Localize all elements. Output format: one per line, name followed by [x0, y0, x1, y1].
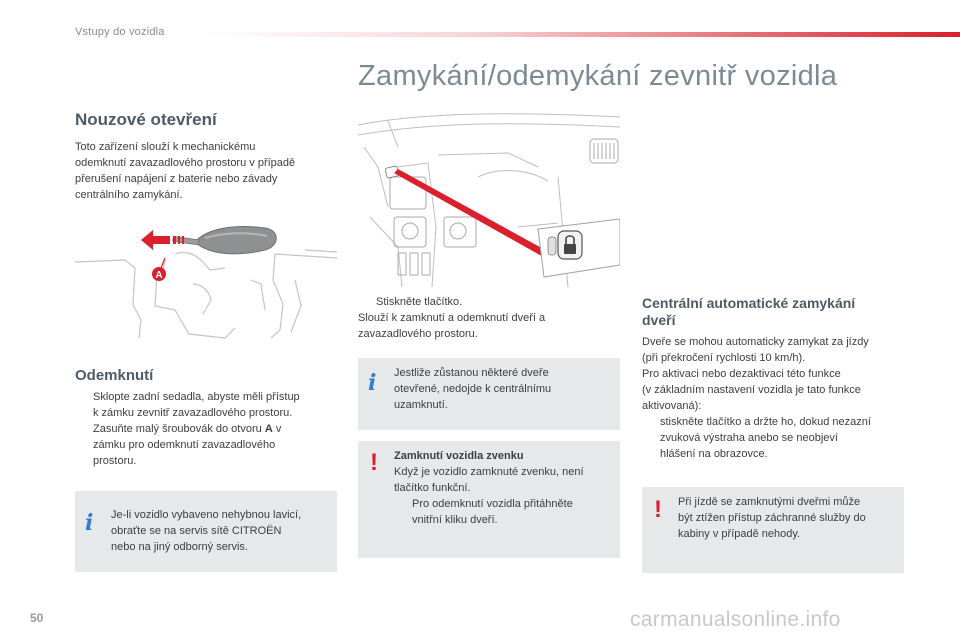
step-line: Pro odemknutí vozidla přitáhněte [412, 498, 573, 510]
info-line: obraťte se na servis sítě CITROËN [111, 525, 282, 537]
unlock-step [75, 421, 340, 469]
info-icon: i [85, 510, 94, 536]
info-box-left [75, 491, 337, 572]
warning-line: kabiny v případě nehody. [678, 528, 801, 540]
warning-line: tlačítko funkční. [394, 482, 471, 494]
section-tag: Vstupy do vozidla [75, 26, 165, 38]
emergency-intro [75, 139, 337, 203]
page-number: 50 [30, 611, 44, 625]
intro-line: přerušení napájení z baterie nebo závady [75, 173, 278, 185]
unlock-steps [75, 389, 340, 469]
central-heading-line: Centrální automatické zamykání [642, 295, 856, 311]
header-rule [205, 32, 960, 37]
unlock-heading: Odemknutí [75, 367, 154, 384]
info-box-text [111, 507, 336, 555]
intro-line: centrálního zamykání. [75, 189, 183, 201]
central-line: (v základním nastavení vozidla je tato funkce [642, 384, 861, 396]
warning-box-text [394, 448, 619, 528]
central-line: Pro aktivaci nebo dezaktivaci této funkce [642, 368, 841, 380]
central-heading-line: dveří [642, 312, 676, 328]
dashboard-illustration [358, 107, 620, 287]
warning-line: Při jízdě se zamknutými dveřmi může [678, 496, 861, 508]
central-line: aktivovaná): [642, 400, 702, 412]
info-line: Je-li vozidlo vybaveno nehybnou lavicí, [111, 509, 302, 521]
step-line: prostoru. [93, 455, 137, 467]
info-line: nebo na jiný odborný servis. [111, 541, 248, 553]
step-line: zavazadlového prostoru. [358, 328, 478, 340]
intro-line: Toto zařízení slouží k mechanickému [75, 141, 256, 153]
watermark: carmanualsonline.info [630, 608, 841, 631]
info-line: Jestliže zůstanou některé dveře [394, 367, 549, 379]
info-line: uzamknutí. [394, 399, 448, 411]
step-text: Zasuňte malý šroubovák do otvoru [93, 423, 265, 435]
central-body [642, 334, 907, 462]
button-step-item [358, 294, 620, 310]
step-line: stiskněte tlačítko a držte ho, dokud nezazní [660, 416, 871, 428]
step-line: zvuková výstraha anebo se neobjeví [660, 432, 838, 444]
trunk-lock-illustration [75, 210, 337, 340]
step-line: hlášení na obrazovce. [660, 448, 768, 460]
central-line: Dveře se mohou automaticky zamykat za jízdy [642, 336, 869, 348]
button-step [358, 294, 620, 342]
step-line: Stiskněte tlačítko. [376, 296, 463, 308]
warning-title: Zamknutí vozidla zvenku [394, 450, 524, 462]
warning-icon: ! [654, 496, 662, 523]
info-icon: i [368, 370, 377, 396]
info-box-text [394, 365, 619, 413]
step-bold-a: A [264, 423, 273, 435]
central-heading [642, 295, 904, 329]
intro-line: odemknutí zavazadlového prostoru v případě [75, 157, 296, 169]
step-line: zámku pro odemknutí zavazadlového [93, 439, 276, 451]
central-step [642, 414, 907, 462]
callout-a-label: A [155, 270, 163, 281]
emergency-heading: Nouzové otevření [75, 110, 217, 129]
step-line: k zámku zevnitř zavazadlového prostoru. [93, 407, 293, 419]
warning-box-mid [358, 441, 620, 558]
central-line: (při překročení rychlosti 10 km/h). [642, 352, 806, 364]
warning-step [394, 496, 619, 528]
step-line: vnitřní kliku dveří. [412, 514, 498, 526]
warning-line: Když je vozidlo zamknuté zvenku, není [394, 466, 584, 478]
warning-icon: ! [370, 449, 378, 476]
step-line [93, 421, 340, 437]
unlock-step [75, 389, 340, 421]
warning-box-right [642, 487, 904, 573]
step-line: Slouží k zamknutí a odemknutí dveří a [358, 312, 546, 324]
dashboard-drawing [358, 107, 620, 287]
warning-box-text [678, 494, 903, 542]
page-title: Zamykání/odemykání zevnitř vozidla [358, 60, 838, 92]
warning-line: být ztížen přístup záchranné služby do [678, 512, 866, 524]
step-text: v [272, 423, 282, 435]
step-line: Sklopte zadní sedadla, abyste měli přístup [93, 391, 300, 403]
lock-button-inset [538, 219, 620, 277]
info-box-mid [358, 358, 620, 430]
info-line: otevřené, nedojde k centrálnímu [394, 383, 552, 395]
trunk-lock-drawing [75, 210, 337, 340]
